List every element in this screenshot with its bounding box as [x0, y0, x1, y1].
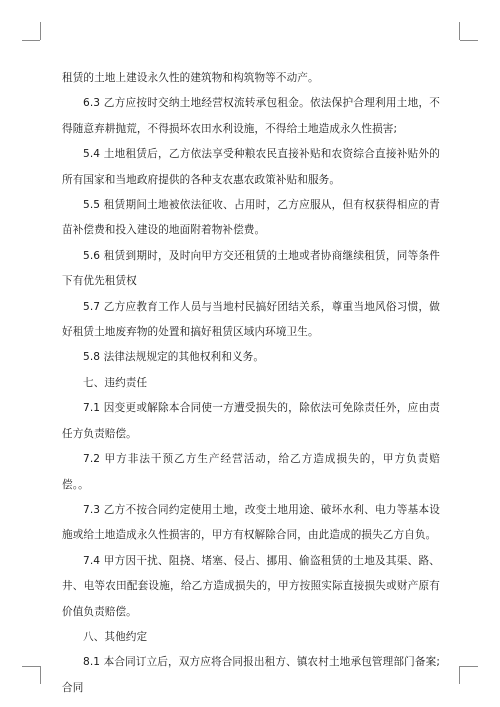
- paragraph-5-5: 5.5 租赁期间土地被依法征收、占用时，乙方应服从，但有权获得相应的青苗补偿费和投入建设的地面附着物补偿费。: [62, 199, 440, 237]
- document-body: [62, 66, 440, 701]
- crop-mark-bottom-right-horizontal: [460, 666, 478, 667]
- crop-mark-top-left-vertical: [40, 22, 41, 40]
- paragraph-7-4: 7.4 甲方因干扰、阻挠、堵塞、侵占、挪用、偷盗租赁的土地及其渠、路、井、电等农田配套设施，给乙方造成损失的，甲方按照实际直接损失或财产原有价值负责赔偿。: [62, 554, 440, 618]
- crop-mark-top-right-horizontal: [460, 40, 478, 41]
- paragraph-5-6: 5.6 租赁到期时，及时向甲方交还租赁的土地或者协商继续租赁，同等条件下有优先租赁权: [62, 249, 440, 288]
- crop-mark-bottom-left-vertical: [40, 666, 41, 684]
- paragraph-7-2: 7.2 甲方非法干预乙方生产经营活动，给乙方造成损失的，甲方负责赔偿。。: [62, 453, 440, 491]
- crop-mark-bottom-right-vertical: [459, 666, 460, 684]
- section-heading-other-agreements: 八、其他约定: [83, 630, 148, 643]
- paragraph-6-3: 6.3 乙方应按时交纳土地经营权流转承包租金。依法保护合理利用土地，不得随意弃耕抛荒，不得损坏农田水利设施，不得给土地造成永久性损害;: [62, 97, 440, 135]
- crop-mark-bottom-left-horizontal: [22, 666, 40, 667]
- paragraph-7-3: 7.3 乙方不按合同约定使用土地，改变土地用途、破坏水利、电力等基本设施或给土地造成永久性损害的，甲方有权解除合同，由此造成的损失乙方自负。: [62, 503, 440, 542]
- paragraph-8-1: 8.1 本合同订立后，双方应将合同报出租方、镇农村土地承包管理部门备案;合同: [62, 656, 440, 694]
- paragraph-5-8: 5.8 法律法规规定的其他权利和义务。: [83, 351, 265, 364]
- crop-mark-top-right-vertical: [459, 22, 460, 40]
- paragraph-5-4: 5.4 土地租赁后，乙方依法享受种粮农民直接补贴和农资综合直接补贴外的所有国家和当地政府提供的各种支农惠农政策补贴和服务。: [62, 148, 440, 186]
- paragraph-7-1: 7.1 因变更或解除本合同使一方遭受损失的，除依法可免除责任外，应由责任方负责赔偿。: [62, 402, 440, 440]
- paragraph-5-7: 5.7 乙方应教育工作人员与当地村民搞好团结关系，尊重当地风俗习惯，做好租赁土地废弃物的处置和搞好租赁区域内环境卫生。: [62, 300, 440, 339]
- paragraph-continuation: 租赁的土地上建设永久性的建筑物和构筑物等不动产。: [62, 72, 319, 84]
- section-heading-breach-liability: 七、违约责任: [83, 376, 148, 389]
- crop-mark-top-left-horizontal: [22, 40, 40, 41]
